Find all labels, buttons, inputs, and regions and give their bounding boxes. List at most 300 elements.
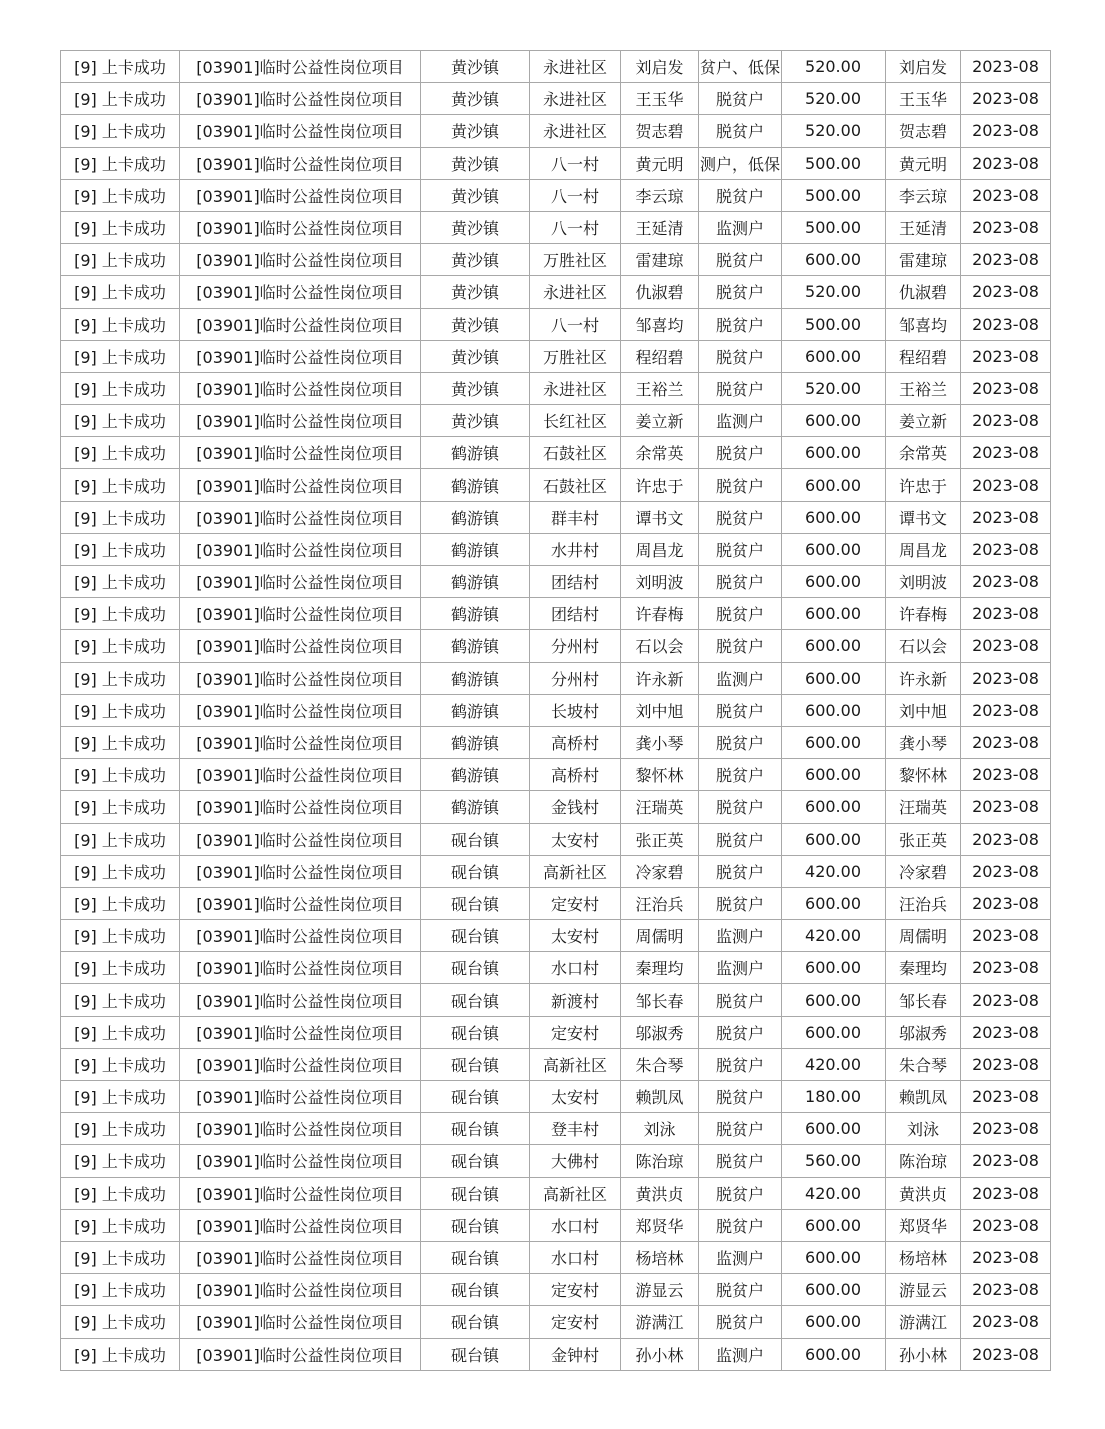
- cell-village: 水口村: [530, 1241, 621, 1273]
- cell-payee: 许春梅: [886, 598, 961, 630]
- cell-status: [9] 上卡成功: [61, 405, 180, 437]
- cell-status: [9] 上卡成功: [61, 1306, 180, 1338]
- cell-amount: 600.00: [782, 791, 886, 823]
- cell-village: 高新社区: [530, 1177, 621, 1209]
- cell-status: [9] 上卡成功: [61, 855, 180, 887]
- cell-project: [03901]临时公益性岗位项目: [180, 952, 421, 984]
- cell-payee: 张正英: [886, 823, 961, 855]
- cell-payee: 邹长春: [886, 984, 961, 1016]
- cell-village: 新渡村: [530, 984, 621, 1016]
- cell-name: 刘泳: [621, 1113, 699, 1145]
- cell-household-type: 脱贫户: [699, 372, 782, 404]
- cell-payee: 黄元明: [886, 147, 961, 179]
- cell-amount: 600.00: [782, 469, 886, 501]
- cell-period: 2023-08: [961, 630, 1051, 662]
- cell-town: 砚台镇: [421, 1048, 530, 1080]
- cell-town: 砚台镇: [421, 952, 530, 984]
- cell-amount: 600.00: [782, 887, 886, 919]
- cell-town: 鹤游镇: [421, 791, 530, 823]
- cell-village: 定安村: [530, 1274, 621, 1306]
- cell-amount: 600.00: [782, 1016, 886, 1048]
- cell-period: 2023-08: [961, 211, 1051, 243]
- cell-payee: 谭书文: [886, 501, 961, 533]
- cell-payee: 游满江: [886, 1306, 961, 1338]
- cell-payee: 郑贤华: [886, 1209, 961, 1241]
- cell-household-type: 监测户: [699, 662, 782, 694]
- table-row: [61, 630, 1051, 662]
- cell-town: 黄沙镇: [421, 211, 530, 243]
- cell-status: [9] 上卡成功: [61, 51, 180, 83]
- cell-town: 黄沙镇: [421, 372, 530, 404]
- cell-household-type: 脱贫户: [699, 566, 782, 598]
- cell-name: 邹长春: [621, 984, 699, 1016]
- cell-name: 王延清: [621, 211, 699, 243]
- cell-amount: 600.00: [782, 1209, 886, 1241]
- cell-household-type: 脱贫户: [699, 83, 782, 115]
- cell-household-type: 脱贫户: [699, 1048, 782, 1080]
- cell-status: [9] 上卡成功: [61, 501, 180, 533]
- cell-village: 太安村: [530, 823, 621, 855]
- cell-household-type: 监测户: [699, 1241, 782, 1273]
- cell-period: 2023-08: [961, 469, 1051, 501]
- cell-status: [9] 上卡成功: [61, 276, 180, 308]
- table-row: [61, 887, 1051, 919]
- cell-period: 2023-08: [961, 759, 1051, 791]
- cell-household-type: 脱贫户: [699, 179, 782, 211]
- cell-household-type: 脱贫户: [699, 598, 782, 630]
- cell-status: [9] 上卡成功: [61, 920, 180, 952]
- table-row: [61, 501, 1051, 533]
- cell-village: 分州村: [530, 630, 621, 662]
- cell-amount: 600.00: [782, 405, 886, 437]
- table-row: [61, 823, 1051, 855]
- cell-town: 砚台镇: [421, 920, 530, 952]
- cell-name: 刘明波: [621, 566, 699, 598]
- cell-name: 冷家碧: [621, 855, 699, 887]
- cell-household-type: 脱贫户: [699, 501, 782, 533]
- cell-amount: 600.00: [782, 244, 886, 276]
- cell-amount: 600.00: [782, 501, 886, 533]
- cell-amount: 520.00: [782, 51, 886, 83]
- cell-name: 游满江: [621, 1306, 699, 1338]
- cell-amount: 600.00: [782, 952, 886, 984]
- cell-household-type: 脱贫户: [699, 533, 782, 565]
- cell-period: 2023-08: [961, 276, 1051, 308]
- cell-household-type: 脱贫户: [699, 1274, 782, 1306]
- cell-household-type: 脱贫户: [699, 791, 782, 823]
- cell-household-type: 脱贫户: [699, 630, 782, 662]
- table-row: [61, 952, 1051, 984]
- cell-village: 团结村: [530, 566, 621, 598]
- cell-period: 2023-08: [961, 1177, 1051, 1209]
- cell-village: 定安村: [530, 887, 621, 919]
- cell-payee: 姜立新: [886, 405, 961, 437]
- cell-village: 八一村: [530, 308, 621, 340]
- cell-amount: 600.00: [782, 1113, 886, 1145]
- cell-project: [03901]临时公益性岗位项目: [180, 83, 421, 115]
- cell-period: 2023-08: [961, 83, 1051, 115]
- cell-status: [9] 上卡成功: [61, 823, 180, 855]
- cell-payee: 雷建琼: [886, 244, 961, 276]
- table-row: [61, 147, 1051, 179]
- cell-name: 许春梅: [621, 598, 699, 630]
- cell-period: 2023-08: [961, 1016, 1051, 1048]
- cell-household-type: 脱贫户: [699, 694, 782, 726]
- cell-household-type: 监测户: [699, 405, 782, 437]
- cell-household-type: 脱贫户: [699, 1145, 782, 1177]
- cell-town: 砚台镇: [421, 1177, 530, 1209]
- cell-household-type: 脱贫户: [699, 823, 782, 855]
- cell-payee: 王延清: [886, 211, 961, 243]
- cell-village: 高新社区: [530, 1048, 621, 1080]
- table-row: [61, 1048, 1051, 1080]
- table-row: [61, 566, 1051, 598]
- cell-amount: 180.00: [782, 1081, 886, 1113]
- cell-name: 周昌龙: [621, 533, 699, 565]
- cell-village: 八一村: [530, 179, 621, 211]
- cell-amount: 420.00: [782, 1177, 886, 1209]
- cell-status: [9] 上卡成功: [61, 726, 180, 758]
- cell-amount: 600.00: [782, 759, 886, 791]
- cell-name: 李云琼: [621, 179, 699, 211]
- cell-village: 万胜社区: [530, 244, 621, 276]
- cell-project: [03901]临时公益性岗位项目: [180, 1306, 421, 1338]
- cell-status: [9] 上卡成功: [61, 598, 180, 630]
- table-row: [61, 1241, 1051, 1273]
- cell-period: 2023-08: [961, 308, 1051, 340]
- cell-household-type: 脱贫户: [699, 340, 782, 372]
- cell-project: [03901]临时公益性岗位项目: [180, 533, 421, 565]
- cell-household-type: 贫户、低保: [699, 51, 782, 83]
- cell-period: 2023-08: [961, 1209, 1051, 1241]
- cell-payee: 周儒明: [886, 920, 961, 952]
- cell-town: 砚台镇: [421, 855, 530, 887]
- cell-payee: 朱合琴: [886, 1048, 961, 1080]
- cell-household-type: 脱贫户: [699, 1209, 782, 1241]
- cell-payee: 冷家碧: [886, 855, 961, 887]
- cell-payee: 李云琼: [886, 179, 961, 211]
- cell-period: 2023-08: [961, 1081, 1051, 1113]
- cell-name: 刘中旭: [621, 694, 699, 726]
- cell-village: 长红社区: [530, 405, 621, 437]
- cell-name: 朱合琴: [621, 1048, 699, 1080]
- cell-town: 黄沙镇: [421, 244, 530, 276]
- cell-project: [03901]临时公益性岗位项目: [180, 179, 421, 211]
- cell-name: 许忠于: [621, 469, 699, 501]
- cell-name: 仇淑碧: [621, 276, 699, 308]
- cell-status: [9] 上卡成功: [61, 694, 180, 726]
- cell-status: [9] 上卡成功: [61, 984, 180, 1016]
- cell-project: [03901]临时公益性岗位项目: [180, 211, 421, 243]
- cell-project: [03901]临时公益性岗位项目: [180, 1113, 421, 1145]
- cell-town: 鹤游镇: [421, 662, 530, 694]
- cell-name: 黎怀林: [621, 759, 699, 791]
- cell-amount: 600.00: [782, 662, 886, 694]
- cell-town: 黄沙镇: [421, 115, 530, 147]
- cell-village: 水口村: [530, 952, 621, 984]
- cell-household-type: 监测户: [699, 1338, 782, 1370]
- cell-status: [9] 上卡成功: [61, 179, 180, 211]
- cell-payee: 邹喜均: [886, 308, 961, 340]
- cell-period: 2023-08: [961, 1145, 1051, 1177]
- cell-town: 黄沙镇: [421, 51, 530, 83]
- cell-status: [9] 上卡成功: [61, 115, 180, 147]
- cell-household-type: 脱贫户: [699, 1081, 782, 1113]
- cell-status: [9] 上卡成功: [61, 372, 180, 404]
- table-row: [61, 308, 1051, 340]
- cell-period: 2023-08: [961, 952, 1051, 984]
- cell-project: [03901]临时公益性岗位项目: [180, 630, 421, 662]
- cell-amount: 500.00: [782, 211, 886, 243]
- cell-project: [03901]临时公益性岗位项目: [180, 1048, 421, 1080]
- cell-status: [9] 上卡成功: [61, 1209, 180, 1241]
- cell-name: 石以会: [621, 630, 699, 662]
- cell-village: 万胜社区: [530, 340, 621, 372]
- cell-village: 定安村: [530, 1306, 621, 1338]
- cell-project: [03901]临时公益性岗位项目: [180, 759, 421, 791]
- table-row: [61, 211, 1051, 243]
- cell-status: [9] 上卡成功: [61, 308, 180, 340]
- cell-village: 高桥村: [530, 726, 621, 758]
- cell-payee: 王玉华: [886, 83, 961, 115]
- cell-town: 黄沙镇: [421, 308, 530, 340]
- cell-town: 鹤游镇: [421, 726, 530, 758]
- cell-town: 砚台镇: [421, 984, 530, 1016]
- cell-town: 黄沙镇: [421, 83, 530, 115]
- cell-name: 许永新: [621, 662, 699, 694]
- cell-name: 雷建琼: [621, 244, 699, 276]
- cell-period: 2023-08: [961, 437, 1051, 469]
- cell-amount: 420.00: [782, 855, 886, 887]
- cell-household-type: 脱贫户: [699, 887, 782, 919]
- cell-village: 永进社区: [530, 51, 621, 83]
- table-row: [61, 1016, 1051, 1048]
- cell-payee: 石以会: [886, 630, 961, 662]
- table-row: [61, 855, 1051, 887]
- cell-status: [9] 上卡成功: [61, 662, 180, 694]
- cell-village: 定安村: [530, 1016, 621, 1048]
- cell-status: [9] 上卡成功: [61, 1145, 180, 1177]
- cell-project: [03901]临时公益性岗位项目: [180, 244, 421, 276]
- cell-village: 金钱村: [530, 791, 621, 823]
- cell-period: 2023-08: [961, 1241, 1051, 1273]
- table-row: [61, 726, 1051, 758]
- cell-payee: 刘启发: [886, 51, 961, 83]
- cell-period: 2023-08: [961, 1338, 1051, 1370]
- cell-name: 赖凯凤: [621, 1081, 699, 1113]
- table-row: [61, 1081, 1051, 1113]
- cell-project: [03901]临时公益性岗位项目: [180, 1338, 421, 1370]
- cell-period: 2023-08: [961, 501, 1051, 533]
- cell-period: 2023-08: [961, 823, 1051, 855]
- cell-amount: 520.00: [782, 83, 886, 115]
- cell-payee: 许忠于: [886, 469, 961, 501]
- cell-amount: 600.00: [782, 1306, 886, 1338]
- cell-name: 黄洪贞: [621, 1177, 699, 1209]
- cell-village: 石鼓社区: [530, 469, 621, 501]
- cell-household-type: 脱贫户: [699, 984, 782, 1016]
- cell-household-type: 监测户: [699, 952, 782, 984]
- cell-period: 2023-08: [961, 1113, 1051, 1145]
- payment-table: [60, 50, 1051, 1371]
- table-row: [61, 598, 1051, 630]
- cell-name: 汪瑞英: [621, 791, 699, 823]
- cell-name: 刘启发: [621, 51, 699, 83]
- cell-project: [03901]临时公益性岗位项目: [180, 1145, 421, 1177]
- table-row: [61, 920, 1051, 952]
- cell-village: 八一村: [530, 147, 621, 179]
- cell-village: 水口村: [530, 1209, 621, 1241]
- cell-household-type: 脱贫户: [699, 1177, 782, 1209]
- cell-town: 砚台镇: [421, 1209, 530, 1241]
- cell-period: 2023-08: [961, 115, 1051, 147]
- cell-village: 永进社区: [530, 372, 621, 404]
- cell-amount: 600.00: [782, 598, 886, 630]
- cell-amount: 600.00: [782, 1274, 886, 1306]
- table-row: [61, 115, 1051, 147]
- cell-name: 张正英: [621, 823, 699, 855]
- cell-village: 太安村: [530, 1081, 621, 1113]
- cell-period: 2023-08: [961, 984, 1051, 1016]
- cell-project: [03901]临时公益性岗位项目: [180, 566, 421, 598]
- cell-payee: 邬淑秀: [886, 1016, 961, 1048]
- cell-village: 高新社区: [530, 855, 621, 887]
- cell-amount: 600.00: [782, 984, 886, 1016]
- cell-household-type: 脱贫户: [699, 115, 782, 147]
- cell-amount: 420.00: [782, 1048, 886, 1080]
- cell-period: 2023-08: [961, 1274, 1051, 1306]
- cell-amount: 600.00: [782, 694, 886, 726]
- cell-village: 八一村: [530, 211, 621, 243]
- cell-town: 砚台镇: [421, 1274, 530, 1306]
- table-row: [61, 1209, 1051, 1241]
- cell-payee: 刘中旭: [886, 694, 961, 726]
- cell-household-type: 脱贫户: [699, 1306, 782, 1338]
- cell-amount: 600.00: [782, 1241, 886, 1273]
- cell-status: [9] 上卡成功: [61, 83, 180, 115]
- cell-project: [03901]临时公益性岗位项目: [180, 405, 421, 437]
- cell-status: [9] 上卡成功: [61, 759, 180, 791]
- table-row: [61, 469, 1051, 501]
- cell-period: 2023-08: [961, 1048, 1051, 1080]
- cell-period: 2023-08: [961, 694, 1051, 726]
- cell-project: [03901]临时公益性岗位项目: [180, 501, 421, 533]
- cell-town: 鹤游镇: [421, 598, 530, 630]
- cell-project: [03901]临时公益性岗位项目: [180, 984, 421, 1016]
- cell-village: 太安村: [530, 920, 621, 952]
- cell-village: 团结村: [530, 598, 621, 630]
- cell-name: 余常英: [621, 437, 699, 469]
- cell-town: 鹤游镇: [421, 501, 530, 533]
- cell-status: [9] 上卡成功: [61, 469, 180, 501]
- cell-payee: 黎怀林: [886, 759, 961, 791]
- cell-household-type: 监测户: [699, 920, 782, 952]
- cell-household-type: 脱贫户: [699, 308, 782, 340]
- cell-town: 鹤游镇: [421, 630, 530, 662]
- table-row: [61, 340, 1051, 372]
- cell-name: 汪治兵: [621, 887, 699, 919]
- cell-household-type: 脱贫户: [699, 759, 782, 791]
- table-row: [61, 437, 1051, 469]
- cell-project: [03901]临时公益性岗位项目: [180, 887, 421, 919]
- cell-status: [9] 上卡成功: [61, 1177, 180, 1209]
- cell-amount: 600.00: [782, 1338, 886, 1370]
- cell-period: 2023-08: [961, 662, 1051, 694]
- cell-project: [03901]临时公益性岗位项目: [180, 51, 421, 83]
- cell-status: [9] 上卡成功: [61, 1274, 180, 1306]
- cell-payee: 刘泳: [886, 1113, 961, 1145]
- cell-payee: 秦理均: [886, 952, 961, 984]
- cell-project: [03901]临时公益性岗位项目: [180, 791, 421, 823]
- cell-status: [9] 上卡成功: [61, 791, 180, 823]
- cell-amount: 600.00: [782, 726, 886, 758]
- cell-status: [9] 上卡成功: [61, 1048, 180, 1080]
- cell-amount: 600.00: [782, 437, 886, 469]
- cell-name: 邬淑秀: [621, 1016, 699, 1048]
- cell-town: 黄沙镇: [421, 276, 530, 308]
- cell-town: 鹤游镇: [421, 759, 530, 791]
- cell-payee: 王裕兰: [886, 372, 961, 404]
- cell-household-type: 脱贫户: [699, 855, 782, 887]
- cell-amount: 420.00: [782, 920, 886, 952]
- cell-amount: 600.00: [782, 630, 886, 662]
- cell-status: [9] 上卡成功: [61, 952, 180, 984]
- cell-project: [03901]临时公益性岗位项目: [180, 823, 421, 855]
- cell-village: 水井村: [530, 533, 621, 565]
- cell-status: [9] 上卡成功: [61, 1338, 180, 1370]
- table-row: [61, 1274, 1051, 1306]
- cell-payee: 贺志碧: [886, 115, 961, 147]
- cell-town: 砚台镇: [421, 1016, 530, 1048]
- cell-town: 砚台镇: [421, 1081, 530, 1113]
- cell-project: [03901]临时公益性岗位项目: [180, 469, 421, 501]
- cell-project: [03901]临时公益性岗位项目: [180, 372, 421, 404]
- cell-project: [03901]临时公益性岗位项目: [180, 115, 421, 147]
- cell-household-type: 脱贫户: [699, 437, 782, 469]
- cell-town: 砚台镇: [421, 887, 530, 919]
- cell-project: [03901]临时公益性岗位项目: [180, 1016, 421, 1048]
- cell-village: 大佛村: [530, 1145, 621, 1177]
- table-row: [61, 1113, 1051, 1145]
- cell-period: 2023-08: [961, 855, 1051, 887]
- cell-name: 秦理均: [621, 952, 699, 984]
- cell-amount: 600.00: [782, 340, 886, 372]
- cell-period: 2023-08: [961, 179, 1051, 211]
- cell-period: 2023-08: [961, 887, 1051, 919]
- cell-household-type: 脱贫户: [699, 469, 782, 501]
- cell-period: 2023-08: [961, 791, 1051, 823]
- cell-town: 鹤游镇: [421, 533, 530, 565]
- cell-payee: 仇淑碧: [886, 276, 961, 308]
- cell-payee: 龚小琴: [886, 726, 961, 758]
- cell-project: [03901]临时公益性岗位项目: [180, 920, 421, 952]
- cell-project: [03901]临时公益性岗位项目: [180, 694, 421, 726]
- cell-status: [9] 上卡成功: [61, 147, 180, 179]
- cell-period: 2023-08: [961, 244, 1051, 276]
- cell-town: 砚台镇: [421, 1338, 530, 1370]
- cell-village: 永进社区: [530, 83, 621, 115]
- cell-name: 周儒明: [621, 920, 699, 952]
- cell-name: 贺志碧: [621, 115, 699, 147]
- cell-project: [03901]临时公益性岗位项目: [180, 662, 421, 694]
- cell-status: [9] 上卡成功: [61, 340, 180, 372]
- cell-town: 砚台镇: [421, 1145, 530, 1177]
- cell-project: [03901]临时公益性岗位项目: [180, 308, 421, 340]
- cell-name: 姜立新: [621, 405, 699, 437]
- cell-payee: 赖凯凤: [886, 1081, 961, 1113]
- cell-household-type: 监测户: [699, 211, 782, 243]
- cell-period: 2023-08: [961, 405, 1051, 437]
